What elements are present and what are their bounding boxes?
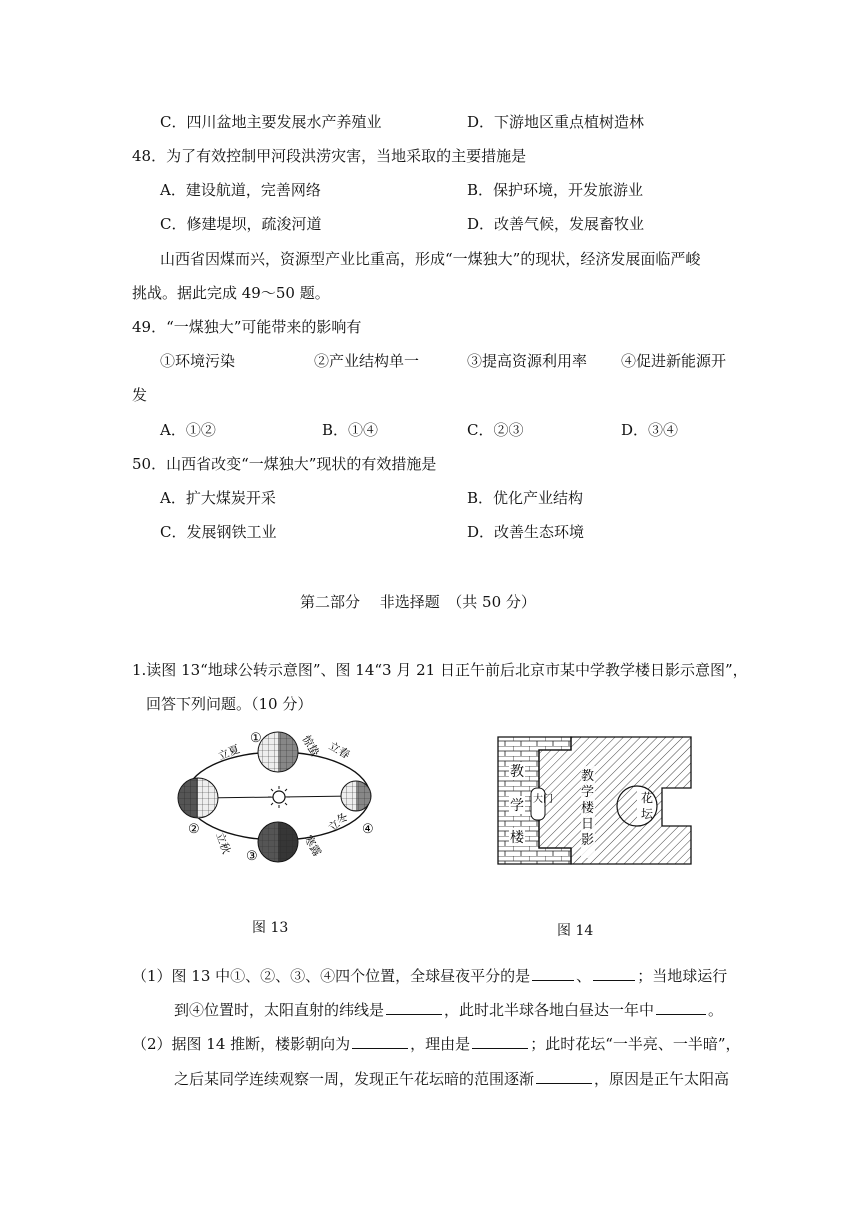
globe-position-3-icon	[258, 822, 298, 862]
building-shadow-figure	[497, 736, 693, 866]
answer-blank-6[interactable]	[472, 1033, 528, 1049]
section-2-title: 第二部分 非选择题 （共 50 分）	[300, 593, 536, 611]
sub2-text-d: 之后某同学连续观察一周，发现正午花坛暗的范围逐渐	[174, 1070, 535, 1088]
position-3-label: ③	[246, 849, 258, 864]
q49-option-b: B．①④	[322, 421, 379, 439]
q48-option-c: C．修建堤坝，疏浚河道	[160, 215, 322, 233]
passage-line-2: 挑战。据此完成 49～50 题。	[132, 284, 330, 302]
position-2-label: ②	[188, 822, 200, 837]
q48-stem: 48．为了有效控制甲河段洪涝灾害，当地采取的主要措施是	[132, 147, 527, 165]
sub1-text-a: （1）图 13 中①、②、③、④四个位置，全球昼夜平分的是	[132, 967, 531, 985]
sub2-line-1	[132, 1033, 741, 1054]
term-lixia: 立夏	[216, 742, 242, 763]
sub2-text-b: ，理由是	[410, 1035, 471, 1053]
q50-option-a: A．扩大煤炭开采	[160, 489, 276, 507]
answer-blank-4[interactable]	[656, 999, 706, 1015]
gate-char-1: 大门	[533, 794, 553, 805]
building-char-1: 教	[510, 764, 524, 780]
position-1-label: ①	[250, 731, 262, 746]
q50-option-d: D．改善生态环境	[467, 523, 585, 541]
q49-option-d: D．③④	[621, 421, 679, 439]
answer-blank-2[interactable]	[593, 965, 635, 981]
q49-item-4: ④促进新能源开	[621, 352, 727, 370]
answer-blank-5[interactable]	[352, 1033, 408, 1049]
position-4-label: ④	[362, 822, 374, 837]
figure-13-caption: 图 13	[252, 920, 289, 936]
term-lidong: 立冬	[325, 810, 351, 835]
figure-14-caption: 图 14	[557, 923, 594, 939]
q48-option-d: D．改善气候，发展畜牧业	[467, 215, 645, 233]
sub2-text-a: （2）据图 14 推断，楼影朝向为	[132, 1035, 351, 1053]
globe-position-2-icon	[178, 778, 218, 818]
sub2-text-e: ，原因是正午太阳高	[594, 1070, 730, 1088]
sub1-text-c: 到④位置时，太阳直射的纬线是	[174, 1001, 385, 1019]
q48-option-b: B．保护环境，开发旅游业	[467, 181, 644, 199]
q1-intro-line-2: 回答下列问题。（10 分）	[146, 695, 313, 713]
term-hanlu: 寒露	[301, 833, 324, 859]
building-char-3: 楼	[510, 830, 524, 846]
answer-blank-3[interactable]	[386, 999, 442, 1015]
q50-option-c: C．发展钢铁工业	[160, 523, 277, 541]
q49-item-3: ③提高资源利用率	[467, 352, 588, 370]
sub1-text-d: ，此时北半球各地白昼达一年中	[444, 1001, 655, 1019]
q50-stem: 50．山西省改变“一煤独大”现状的有效措施是	[132, 455, 437, 473]
shadow-char-1: 教	[581, 769, 595, 784]
sub1-text-b: ；当地球运行	[637, 967, 728, 985]
answer-blank-1[interactable]	[532, 965, 574, 981]
q50-option-b: B．优化产业结构	[467, 489, 584, 507]
q47-option-c: C．四川盆地主要发展水产养殖业	[160, 113, 382, 131]
term-jingzhe: 惊蛰	[299, 733, 322, 759]
shadow-char-4: 日	[581, 817, 595, 832]
q47-option-d: D．下游地区重点植树造林	[467, 113, 645, 131]
building-char-2: 学	[510, 798, 524, 814]
term-liqiu: 立秋	[213, 830, 233, 856]
globe-position-4-icon	[341, 781, 371, 811]
q49-stem: 49．“一煤独大”可能带来的影响有	[132, 318, 362, 336]
answer-blank-7[interactable]	[536, 1068, 592, 1084]
flowerbed-char-2: 坛	[641, 807, 654, 821]
sub1-line-2	[174, 999, 723, 1020]
term-lichun: 立春	[326, 739, 353, 762]
q49-item-2: ②产业结构单一	[314, 352, 420, 370]
flowerbed-char-1: 花	[641, 791, 654, 805]
q49-option-c: C．②③	[467, 421, 524, 439]
q49-item-4-wrap: 发	[132, 386, 148, 404]
shadow-char-3: 楼	[581, 801, 595, 816]
sub1-separator: 、	[576, 967, 592, 985]
building-shadow	[539, 737, 691, 864]
q49-option-a: A．①②	[160, 421, 216, 439]
q48-option-a: A．建设航道，完善网络	[160, 181, 321, 199]
q1-intro-line-1: 1.读图 13“地球公转示意图”、图 14“3 月 21 日正午前后北京市某中学教学楼日影示意图”，	[132, 661, 748, 679]
shadow-char-2: 学	[581, 785, 595, 800]
passage-line-1: 山西省因煤而兴，资源型产业比重高，形成“一煤独大”的现状，经济发展面临严峻	[160, 250, 701, 268]
sub2-line-2	[174, 1068, 729, 1089]
sub1-text-e: 。	[708, 1001, 724, 1019]
globe-position-1-icon	[258, 732, 298, 772]
q49-item-1: ①环境污染	[160, 352, 236, 370]
sub2-text-c: ；此时花坛“一半亮、一半暗”，	[530, 1035, 741, 1053]
shadow-char-5: 影	[581, 833, 595, 848]
earth-revolution-figure	[172, 726, 372, 868]
sub1-line-1	[132, 965, 727, 986]
